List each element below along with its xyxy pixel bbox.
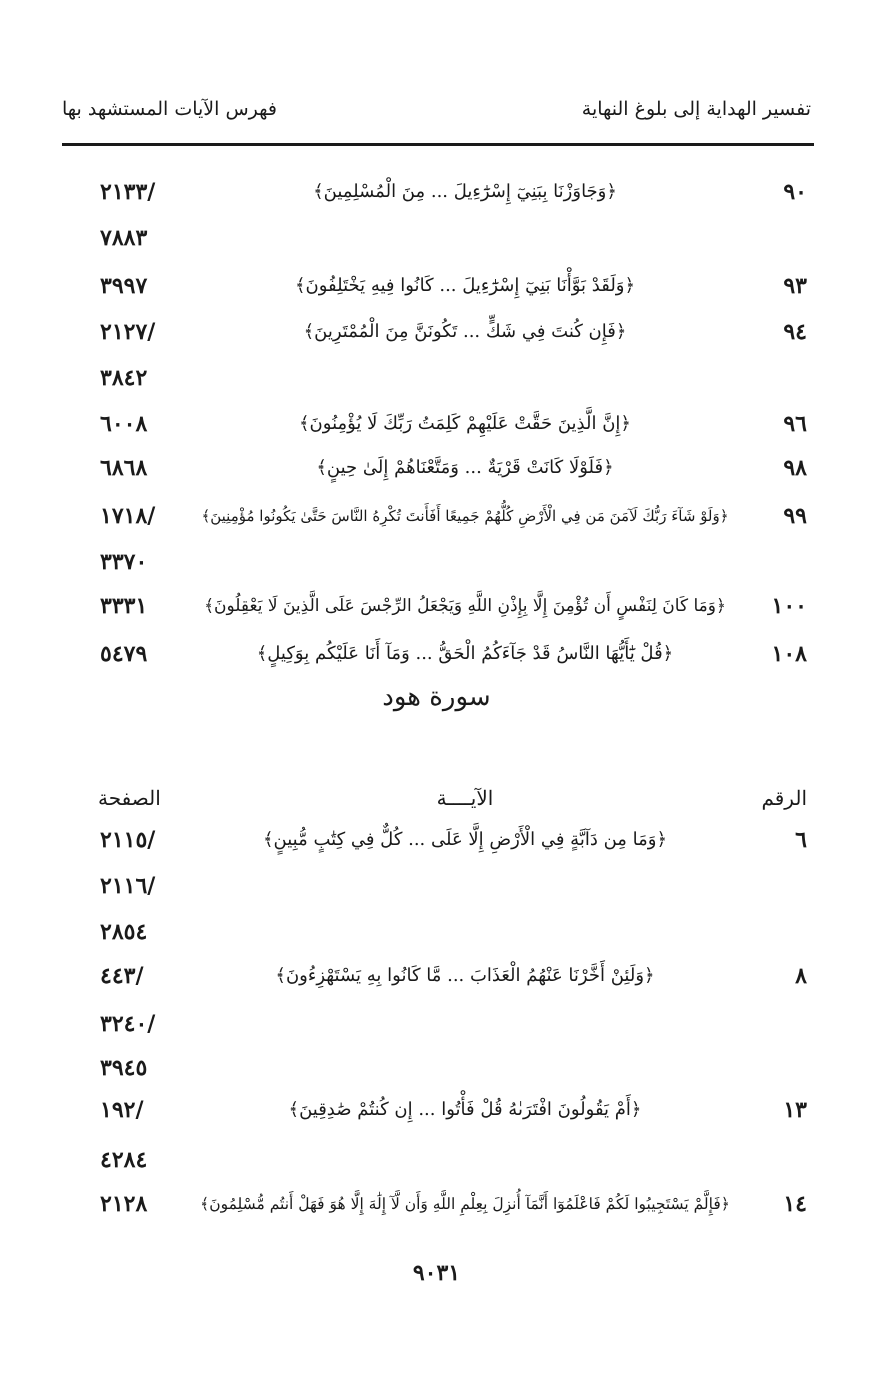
index-row bbox=[0, 864, 873, 908]
verse-number: ٩٦ bbox=[783, 411, 807, 437]
verse-text bbox=[200, 1138, 730, 1182]
verse-text bbox=[200, 1002, 730, 1046]
page-reference: /٣٢٤٠ bbox=[100, 1011, 156, 1037]
verse-number: ٩٩ bbox=[783, 503, 807, 529]
page-reference: ٥٤٧٩ bbox=[100, 641, 148, 667]
verse-text bbox=[200, 356, 730, 400]
verse-number: ١٠٠ bbox=[771, 593, 807, 619]
page-reference: ٢١٢٨ bbox=[100, 1191, 148, 1217]
page-reference: /٢١١٥ bbox=[100, 827, 156, 853]
verse-number: ١٤ bbox=[783, 1191, 807, 1217]
surah-heading: سورة هود bbox=[382, 682, 491, 712]
verse-number: ١٣ bbox=[783, 1097, 807, 1123]
page-reference: ٢٨٥٤ bbox=[100, 919, 148, 945]
page-reference: /٢١١٦ bbox=[100, 873, 156, 899]
verse-number bbox=[747, 910, 807, 954]
page-reference: ٦٠٠٨ bbox=[100, 411, 148, 437]
page-reference: ٣٨٤٢ bbox=[100, 365, 148, 391]
verse-text bbox=[200, 540, 730, 584]
page-reference: /١٧١٨ bbox=[100, 503, 156, 529]
verse-text bbox=[200, 1046, 730, 1090]
verse-number: ٩٠ bbox=[783, 179, 807, 205]
verse-number: ٩٤ bbox=[783, 319, 807, 345]
page-reference: ٣٩٩٧ bbox=[100, 273, 148, 299]
verse-text: ﴿أَمْ يَقُولُونَ افْتَرَىٰهُ قُلْ فَأْتُوا ... إِن كُنتُمْ صَٰدِقِينَ﴾ bbox=[288, 1099, 642, 1120]
page-number: ٩٠٣١ bbox=[412, 1260, 461, 1286]
verse-text bbox=[200, 910, 730, 954]
verse-text: ﴿وَجَاوَزْنَا بِبَنِيٓ إِسْرَٰٓءِيلَ ... مِنَ الْمُسْلِمِينَ﴾ bbox=[313, 181, 617, 202]
index-row bbox=[0, 356, 873, 400]
index-row bbox=[0, 584, 873, 628]
verse-text bbox=[200, 864, 730, 908]
page-reference: ٦٨٦٨ bbox=[100, 455, 148, 481]
column-header-page: الصفحة bbox=[98, 786, 161, 810]
verse-text: ﴿قُلْ يَٰٓأَيُّهَا النَّاسُ قَدْ جَآءَكُمُ الْحَقُّ ... وَمَآ أَنَا عَلَيْكُم بِوَكِيلٍ﴾ bbox=[256, 643, 674, 664]
index-row bbox=[0, 1002, 873, 1046]
index-row bbox=[0, 954, 873, 998]
verse-text: ﴿وَمَا كَانَ لِنَفْسٍ أَن تُؤْمِنَ إِلَّا بِإِذْنِ اللَّهِ وَيَجْعَلُ الرِّجْسَ عَلَى الَّذِينَ لَا يَعْقِلُونَ﴾ bbox=[204, 596, 726, 616]
page-reference: ٣٣٧٠ bbox=[100, 549, 148, 575]
index-row bbox=[0, 910, 873, 954]
column-header-verse: الآيــــة bbox=[436, 786, 494, 810]
verse-number: ٦ bbox=[795, 827, 807, 853]
index-row bbox=[0, 310, 873, 354]
verse-text: ﴿فَلَوْلَا كَانَتْ قَرْيَةٌ ... وَمَتَّعْنَاهُمْ إِلَىٰ حِينٍ﴾ bbox=[316, 457, 614, 478]
index-row bbox=[0, 1046, 873, 1090]
verse-number bbox=[747, 864, 807, 908]
page-reference: ٣٣٣١ bbox=[100, 593, 148, 619]
page-reference: ٤٢٨٤ bbox=[100, 1147, 148, 1173]
index-row bbox=[0, 402, 873, 446]
column-header-number: الرقم bbox=[761, 786, 807, 810]
page-reference: /٤٤٣ bbox=[100, 963, 144, 989]
verse-text: ﴿وَلَقَدْ بَوَّأْنَا بَنِيٓ إِسْرَٰٓءِيلَ ... كَانُوا فِيهِ يَخْتَلِفُونَ﴾ bbox=[294, 275, 636, 296]
verse-text bbox=[200, 216, 730, 260]
index-row bbox=[0, 1182, 873, 1226]
verse-number: ٨ bbox=[795, 963, 807, 989]
index-row bbox=[0, 540, 873, 584]
verse-number bbox=[747, 1138, 807, 1182]
index-row bbox=[0, 170, 873, 214]
header-rule bbox=[62, 143, 814, 146]
verse-number bbox=[747, 216, 807, 260]
index-row bbox=[0, 494, 873, 538]
verse-number bbox=[747, 356, 807, 400]
verse-text: ﴿وَمَا مِن دَآبَّةٍ فِي الْأَرْضِ إِلَّا عَلَى ... كُلٌّ فِي كِتَٰبٍ مُّبِينٍ﴾ bbox=[262, 829, 668, 850]
verse-text: ﴿فَإِن كُنتَ فِي شَكٍّ ... تَكُونَنَّ مِنَ الْمُمْتَرِينَ﴾ bbox=[303, 321, 627, 342]
index-row bbox=[0, 1138, 873, 1182]
verse-number bbox=[747, 1002, 807, 1046]
page-reference: ٧٨٨٣ bbox=[100, 225, 148, 251]
verse-number: ١٠٨ bbox=[771, 641, 807, 667]
running-header-index-title: فهرس الآيات المستشهد بها bbox=[62, 98, 277, 120]
page-reference: /٢١٢٧ bbox=[100, 319, 156, 345]
page-reference: /١٩٢ bbox=[100, 1097, 144, 1123]
verse-number bbox=[747, 540, 807, 584]
running-header-book-title: تفسير الهداية إلى بلوغ النهاية bbox=[581, 98, 811, 120]
page-reference: ٣٩٤٥ bbox=[100, 1055, 148, 1081]
index-row bbox=[0, 818, 873, 862]
verse-text: ﴿فَإِلَّمْ يَسْتَجِيبُوا لَكُمْ فَاعْلَمُوٓا أَنَّمَآ أُنزِلَ بِعِلْمِ اللَّهِ وَأَن لَّآ إِلَٰهَ إِلَّا هُوَ فَهَلْ أَنتُم مُّسْلِمُونَ﴾ bbox=[200, 1195, 730, 1213]
verse-number bbox=[747, 1046, 807, 1090]
index-row bbox=[0, 264, 873, 308]
index-row bbox=[0, 446, 873, 490]
index-row bbox=[0, 216, 873, 260]
verse-text: ﴿إِنَّ الَّذِينَ حَقَّتْ عَلَيْهِمْ كَلِمَتُ رَبِّكَ لَا يُؤْمِنُونَ﴾ bbox=[299, 413, 631, 434]
index-row bbox=[0, 1088, 873, 1132]
verse-number: ٩٨ bbox=[783, 455, 807, 481]
page-reference: /٢١٣٣ bbox=[100, 179, 156, 205]
verse-number: ٩٣ bbox=[783, 273, 807, 299]
index-row bbox=[0, 632, 873, 676]
verse-text: ﴿وَلَئِنْ أَخَّرْنَا عَنْهُمُ الْعَذَابَ ... مَّا كَانُوا بِهِ يَسْتَهْزِءُونَ﴾ bbox=[275, 965, 655, 986]
verse-text: ﴿وَلَوْ شَآءَ رَبُّكَ لَآمَنَ مَن فِي الْأَرْضِ كُلُّهُمْ جَمِيعًا أَفَأَنتَ تُكْرِهُ النَّاسَ حَتَّىٰ يَكُونُوا مُؤْمِنِينَ﴾ bbox=[201, 507, 729, 525]
